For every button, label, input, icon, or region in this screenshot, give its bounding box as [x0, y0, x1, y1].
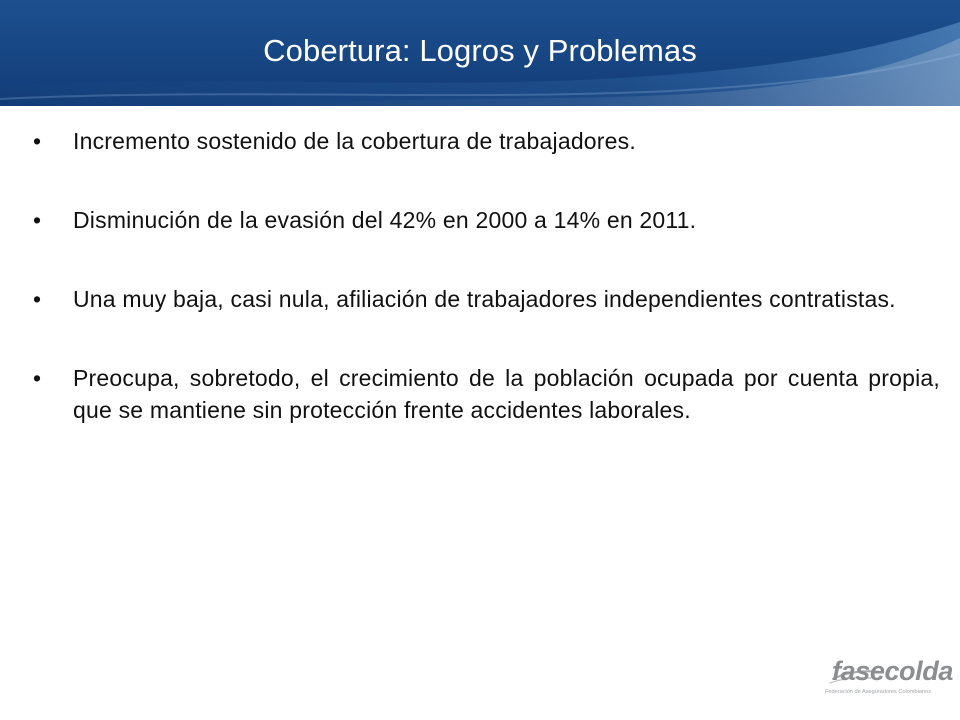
- bullet-item: [33, 362, 940, 426]
- bullet-list: [33, 125, 940, 426]
- bullet-icon: •: [33, 128, 42, 154]
- fasecolda-logo: [825, 652, 953, 704]
- bullet-icon: •: [33, 365, 42, 391]
- bullet-text: Preocupa, sobretodo, el crecimiento de la población ocupada por cuenta propia, que se mantiene sin protección frente accidentes laborales.: [73, 365, 940, 423]
- bullet-item: [33, 204, 940, 236]
- bullet-text: Disminución de la evasión del 42% en 2000 a 14% en 2011.: [73, 207, 697, 233]
- logo-tagline: Federación de Aseguradores Colombianos: [825, 689, 932, 695]
- logo-wordmark: fasecolda: [832, 656, 953, 686]
- slide-title: Cobertura: Logros y Problemas: [263, 33, 697, 68]
- bullet-item: [33, 283, 940, 315]
- title-banner: [0, 0, 960, 106]
- bullet-icon: •: [33, 286, 42, 312]
- bullet-text: Una muy baja, casi nula, afiliación de trabajadores independientes contratistas.: [73, 286, 896, 312]
- bullet-item: [33, 125, 940, 157]
- bullet-icon: •: [33, 207, 42, 233]
- bullet-text: Incremento sostenido de la cobertura de trabajadores.: [73, 128, 636, 154]
